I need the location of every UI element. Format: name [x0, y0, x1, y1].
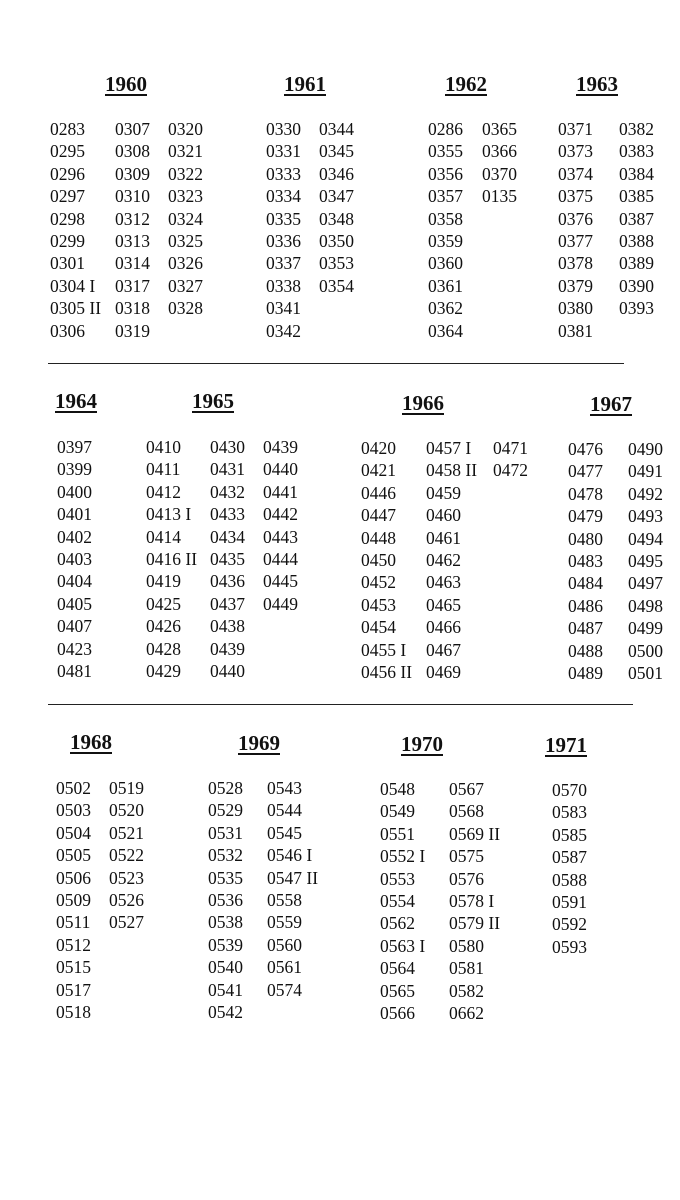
catalog-number: 0379 — [558, 275, 593, 296]
catalog-number: 0554 — [380, 890, 415, 911]
catalog-number: 0521 — [109, 822, 144, 843]
catalog-number: 0462 — [426, 549, 461, 570]
year-heading-1965: 1965 — [192, 389, 234, 413]
catalog-number: 0348 — [319, 208, 354, 229]
catalog-number: 0529 — [208, 800, 243, 821]
catalog-number: 0360 — [428, 253, 463, 274]
catalog-number: 0576 — [449, 868, 484, 889]
catalog-number: 0478 — [568, 483, 603, 504]
catalog-number: 0309 — [115, 163, 150, 184]
catalog-number: 0388 — [619, 230, 654, 251]
catalog-number: 0399 — [57, 459, 92, 480]
catalog-number: 0535 — [208, 867, 243, 888]
catalog-number: 0337 — [266, 253, 301, 274]
catalog-number: 0563 I — [380, 935, 426, 956]
catalog-number: 0531 — [208, 822, 243, 843]
catalog-number: 0347 — [319, 186, 354, 207]
catalog-number: 0526 — [109, 889, 144, 910]
catalog-number: 0562 — [380, 913, 415, 934]
catalog-number: 0517 — [56, 979, 91, 1000]
catalog-number: 0561 — [267, 957, 302, 978]
year-heading-1967: 1967 — [590, 392, 632, 416]
catalog-number: 0335 — [266, 208, 301, 229]
catalog-number: 0566 — [380, 1002, 415, 1023]
catalog-number: 0565 — [380, 980, 415, 1001]
catalog-number: 0338 — [266, 275, 301, 296]
catalog-number: 0546 I — [267, 845, 313, 866]
catalog-number: 0447 — [361, 505, 396, 526]
catalog-number: 0350 — [319, 230, 354, 251]
number-column-1963-1 — [558, 118, 593, 342]
section-divider — [48, 363, 624, 364]
catalog-number: 0370 — [482, 163, 517, 184]
catalog-number: 0552 I — [380, 846, 426, 867]
catalog-number: 0381 — [558, 320, 593, 341]
catalog-number: 0518 — [56, 1001, 91, 1022]
number-column-1966-3 — [493, 437, 528, 482]
catalog-number: 0449 — [263, 593, 298, 614]
catalog-number: 0374 — [558, 163, 593, 184]
catalog-number: 0490 — [628, 439, 663, 459]
catalog-number: 0476 — [568, 439, 603, 459]
catalog-number: 0491 — [628, 461, 663, 482]
catalog-number: 0356 — [428, 163, 463, 184]
catalog-number: 0358 — [428, 208, 463, 229]
catalog-number: 0454 — [361, 617, 396, 638]
catalog-number: 0445 — [263, 571, 298, 592]
catalog-number: 0387 — [619, 208, 654, 229]
catalog-number: 0441 — [263, 481, 298, 502]
year-heading-1964: 1964 — [55, 389, 97, 413]
catalog-number: 0324 — [168, 208, 203, 229]
catalog-number: 0548 — [380, 779, 415, 799]
catalog-number: 0357 — [428, 186, 463, 207]
catalog-number: 0495 — [628, 550, 663, 571]
catalog-number: 0383 — [619, 141, 654, 162]
catalog-number: 0308 — [115, 141, 150, 162]
catalog-number: 0336 — [266, 230, 301, 251]
catalog-number: 0440 — [263, 459, 298, 480]
number-column-1960-2 — [115, 118, 150, 342]
number-column-1962-1 — [428, 118, 463, 342]
catalog-number: 0538 — [208, 912, 243, 933]
catalog-number: 0560 — [267, 934, 302, 955]
catalog-number: 0558 — [267, 889, 302, 910]
catalog-number: 0580 — [449, 935, 484, 956]
catalog-number: 0135 — [482, 186, 517, 207]
number-column-1964-1 — [57, 436, 92, 682]
catalog-number: 0323 — [168, 186, 203, 207]
number-column-1967-1 — [568, 438, 603, 684]
catalog-number: 0541 — [208, 979, 243, 1000]
catalog-number: 0587 — [552, 847, 587, 868]
catalog-number: 0553 — [380, 868, 415, 889]
catalog-number: 0434 — [210, 526, 245, 547]
catalog-number: 0438 — [210, 616, 245, 637]
catalog-number: 0297 — [50, 186, 85, 207]
catalog-number: 0544 — [267, 800, 302, 821]
catalog-number: 0412 — [146, 481, 181, 502]
catalog-number: 0439 — [263, 437, 298, 457]
number-column-1960-1 — [50, 118, 101, 342]
year-heading-1960: 1960 — [105, 72, 147, 96]
number-column-1962-2 — [482, 118, 517, 208]
number-column-1963-2 — [619, 118, 654, 320]
catalog-number: 0426 — [146, 616, 181, 637]
catalog-number: 0333 — [266, 163, 301, 184]
catalog-number: 0585 — [552, 824, 587, 845]
catalog-number: 0334 — [266, 186, 301, 207]
catalog-number: 0463 — [426, 572, 461, 593]
catalog-number: 0362 — [428, 298, 463, 319]
catalog-number: 0405 — [57, 593, 92, 614]
catalog-number: 0467 — [426, 639, 461, 660]
catalog-number: 0540 — [208, 957, 243, 978]
catalog-number: 0477 — [568, 461, 603, 482]
catalog-number: 0403 — [57, 548, 92, 569]
catalog-number: 0465 — [426, 594, 461, 615]
catalog-number: 0312 — [115, 208, 150, 229]
catalog-number: 0551 — [380, 823, 415, 844]
year-heading-1970: 1970 — [401, 732, 443, 756]
catalog-number: 0448 — [361, 527, 396, 548]
catalog-number: 0299 — [50, 230, 85, 251]
catalog-number: 0305 II — [50, 298, 102, 319]
catalog-number: 0506 — [56, 867, 91, 888]
catalog-number: 0591 — [552, 891, 587, 912]
catalog-number: 0457 I — [426, 438, 472, 458]
catalog-number: 0327 — [168, 275, 203, 296]
catalog-number: 0402 — [57, 526, 92, 547]
catalog-number: 0419 — [146, 571, 181, 592]
catalog-number: 0331 — [266, 141, 301, 162]
catalog-number: 0461 — [426, 527, 461, 548]
catalog-number: 0497 — [628, 573, 663, 594]
catalog-number: 0559 — [267, 912, 302, 933]
number-column-1966-2 — [426, 437, 477, 683]
catalog-number: 0306 — [50, 320, 85, 341]
catalog-number: 0283 — [50, 119, 85, 139]
catalog-number: 0512 — [56, 934, 91, 955]
catalog-number: 0489 — [568, 662, 603, 683]
catalog-number: 0511 — [56, 912, 91, 933]
catalog-number: 0380 — [558, 298, 593, 319]
catalog-number: 0301 — [50, 253, 85, 274]
catalog-number: 0430 — [210, 437, 245, 457]
catalog-number: 0407 — [57, 616, 92, 637]
catalog-number: 0359 — [428, 230, 463, 251]
catalog-number: 0488 — [568, 640, 603, 661]
year-heading-1961: 1961 — [284, 72, 326, 96]
catalog-number: 0536 — [208, 889, 243, 910]
catalog-number: 0460 — [426, 505, 461, 526]
catalog-number: 0373 — [558, 141, 593, 162]
number-column-1968-1 — [56, 777, 91, 1023]
number-column-1965-2 — [210, 436, 245, 682]
year-heading-1966: 1966 — [402, 391, 444, 415]
catalog-number: 0455 I — [361, 639, 407, 660]
catalog-number: 0543 — [267, 778, 302, 798]
catalog-number: 0471 — [493, 438, 528, 458]
catalog-number: 0583 — [552, 802, 587, 823]
catalog-number: 0322 — [168, 163, 203, 184]
catalog-number: 0420 — [361, 438, 396, 458]
catalog-number: 0439 — [210, 638, 245, 659]
catalog-number: 0662 — [449, 1002, 484, 1023]
catalog-number: 0539 — [208, 934, 243, 955]
catalog-number: 0353 — [319, 253, 354, 274]
catalog-number: 0433 — [210, 504, 245, 525]
catalog-number: 0459 — [426, 482, 461, 503]
catalog-number: 0574 — [267, 979, 302, 1000]
catalog-number: 0307 — [115, 119, 150, 139]
catalog-number: 0314 — [115, 253, 150, 274]
catalog-number: 0393 — [619, 298, 654, 319]
catalog-number: 0366 — [482, 141, 517, 162]
catalog-number: 0505 — [56, 845, 91, 866]
section-divider — [48, 704, 633, 705]
catalog-number: 0469 — [426, 661, 461, 682]
catalog-number: 0542 — [208, 1001, 243, 1022]
catalog-number: 0342 — [266, 320, 301, 341]
catalog-number: 0440 — [210, 660, 245, 681]
catalog-number: 0320 — [168, 119, 203, 139]
catalog-number: 0484 — [568, 573, 603, 594]
catalog-number: 0325 — [168, 230, 203, 251]
catalog-number: 0564 — [380, 958, 415, 979]
catalog-number: 0569 II — [449, 823, 501, 844]
catalog-number: 0377 — [558, 230, 593, 251]
catalog-number: 0328 — [168, 298, 203, 319]
catalog-number: 0318 — [115, 298, 150, 319]
catalog-number: 0435 — [210, 548, 245, 569]
catalog-number: 0437 — [210, 593, 245, 614]
catalog-number: 0365 — [482, 119, 517, 139]
catalog-number: 0330 — [266, 119, 301, 139]
catalog-number: 0364 — [428, 320, 463, 341]
catalog-number: 0522 — [109, 845, 144, 866]
catalog-number: 0423 — [57, 638, 92, 659]
catalog-number: 0361 — [428, 275, 463, 296]
catalog-number: 0298 — [50, 208, 85, 229]
catalog-number: 0378 — [558, 253, 593, 274]
catalog-number: 0389 — [619, 253, 654, 274]
catalog-number: 0375 — [558, 186, 593, 207]
catalog-number: 0341 — [266, 298, 301, 319]
catalog-number: 0326 — [168, 253, 203, 274]
catalog-number: 0528 — [208, 778, 243, 798]
catalog-number: 0453 — [361, 594, 396, 615]
catalog-number: 0568 — [449, 801, 484, 822]
catalog-number: 0345 — [319, 141, 354, 162]
catalog-number: 0446 — [361, 482, 396, 503]
catalog-number: 0390 — [619, 275, 654, 296]
number-column-1967-2 — [628, 438, 663, 684]
catalog-number: 0397 — [57, 437, 92, 457]
number-column-1971-1 — [552, 779, 587, 958]
catalog-number: 0588 — [552, 869, 587, 890]
number-column-1968-2 — [109, 777, 144, 934]
year-heading-1968: 1968 — [70, 730, 112, 754]
catalog-number: 0592 — [552, 914, 587, 935]
catalog-number: 0499 — [628, 618, 663, 639]
catalog-number: 0493 — [628, 506, 663, 527]
number-column-1969-2 — [267, 777, 318, 1001]
number-column-1966-1 — [361, 437, 412, 683]
catalog-number: 0442 — [263, 504, 298, 525]
catalog-number: 0321 — [168, 141, 203, 162]
catalog-number: 0411 — [146, 459, 181, 480]
catalog-number: 0431 — [210, 459, 245, 480]
catalog-number: 0355 — [428, 141, 463, 162]
year-heading-1969: 1969 — [238, 731, 280, 755]
catalog-number: 0472 — [493, 460, 528, 481]
catalog-number: 0319 — [115, 320, 150, 341]
number-column-1969-1 — [208, 777, 243, 1023]
catalog-number: 0414 — [146, 526, 181, 547]
catalog-number: 0519 — [109, 778, 144, 798]
catalog-number: 0354 — [319, 275, 354, 296]
catalog-number: 0416 II — [146, 548, 198, 569]
catalog-number: 0428 — [146, 638, 181, 659]
catalog-number: 0310 — [115, 186, 150, 207]
catalog-number: 0450 — [361, 549, 396, 570]
catalog-number: 0404 — [57, 571, 92, 592]
catalog-number: 0313 — [115, 230, 150, 251]
catalog-number: 0452 — [361, 572, 396, 593]
catalog-number: 0384 — [619, 163, 654, 184]
catalog-number: 0296 — [50, 163, 85, 184]
number-column-1970-1 — [380, 778, 425, 1024]
catalog-number: 0502 — [56, 778, 91, 798]
catalog-number: 0458 II — [426, 460, 478, 481]
catalog-number: 0444 — [263, 548, 298, 569]
catalog-number: 0436 — [210, 571, 245, 592]
catalog-number: 0487 — [568, 618, 603, 639]
catalog-number: 0578 I — [449, 890, 495, 911]
catalog-number: 0549 — [380, 801, 415, 822]
catalog-number: 0494 — [628, 528, 663, 549]
catalog-number: 0567 — [449, 779, 484, 799]
catalog-number: 0346 — [319, 163, 354, 184]
number-column-1961-1 — [266, 118, 301, 342]
catalog-number: 0481 — [57, 660, 92, 681]
catalog-number: 0385 — [619, 186, 654, 207]
catalog-number: 0504 — [56, 822, 91, 843]
catalog-number: 0456 II — [361, 661, 413, 682]
catalog-number: 0304 I — [50, 275, 96, 296]
catalog-number: 0545 — [267, 822, 302, 843]
catalog-number: 0532 — [208, 845, 243, 866]
catalog-number: 0483 — [568, 550, 603, 571]
catalog-number: 0400 — [57, 481, 92, 502]
catalog-number: 0480 — [568, 528, 603, 549]
catalog-number: 0486 — [568, 595, 603, 616]
year-heading-1963: 1963 — [576, 72, 618, 96]
catalog-number: 0443 — [263, 526, 298, 547]
catalog-number: 0429 — [146, 660, 181, 681]
catalog-number: 0498 — [628, 595, 663, 616]
catalog-number: 0344 — [319, 119, 354, 139]
catalog-number: 0371 — [558, 119, 593, 139]
year-heading-1971: 1971 — [545, 733, 587, 757]
catalog-number: 0582 — [449, 980, 484, 1001]
number-column-1961-2 — [319, 118, 354, 297]
catalog-number: 0527 — [109, 912, 144, 933]
catalog-number: 0520 — [109, 800, 144, 821]
catalog-number: 0515 — [56, 957, 91, 978]
year-heading-1962: 1962 — [445, 72, 487, 96]
catalog-number: 0579 II — [449, 913, 501, 934]
catalog-number: 0295 — [50, 141, 85, 162]
catalog-number: 0317 — [115, 275, 150, 296]
catalog-number: 0401 — [57, 504, 92, 525]
catalog-number: 0466 — [426, 617, 461, 638]
catalog-number: 0570 — [552, 780, 587, 800]
catalog-number: 0425 — [146, 593, 181, 614]
catalog-number: 0376 — [558, 208, 593, 229]
catalog-number: 0421 — [361, 460, 396, 481]
catalog-number: 0432 — [210, 481, 245, 502]
catalog-number: 0593 — [552, 936, 587, 957]
catalog-number: 0547 II — [267, 867, 319, 888]
catalog-number: 0501 — [628, 662, 663, 683]
catalog-number: 0382 — [619, 119, 654, 139]
catalog-number: 0492 — [628, 483, 663, 504]
catalog-number: 0575 — [449, 846, 484, 867]
catalog-number: 0581 — [449, 958, 484, 979]
catalog-number: 0503 — [56, 800, 91, 821]
catalog-number: 0509 — [56, 889, 91, 910]
catalog-number: 0479 — [568, 506, 603, 527]
number-column-1960-3 — [168, 118, 203, 320]
number-column-1965-1 — [146, 436, 197, 682]
catalog-number: 0413 I — [146, 504, 192, 525]
catalog-number: 0500 — [628, 640, 663, 661]
catalog-number: 0523 — [109, 867, 144, 888]
catalog-number: 0410 — [146, 437, 181, 457]
number-column-1965-3 — [263, 436, 298, 615]
catalog-number: 0286 — [428, 119, 463, 139]
number-column-1970-2 — [449, 778, 500, 1024]
